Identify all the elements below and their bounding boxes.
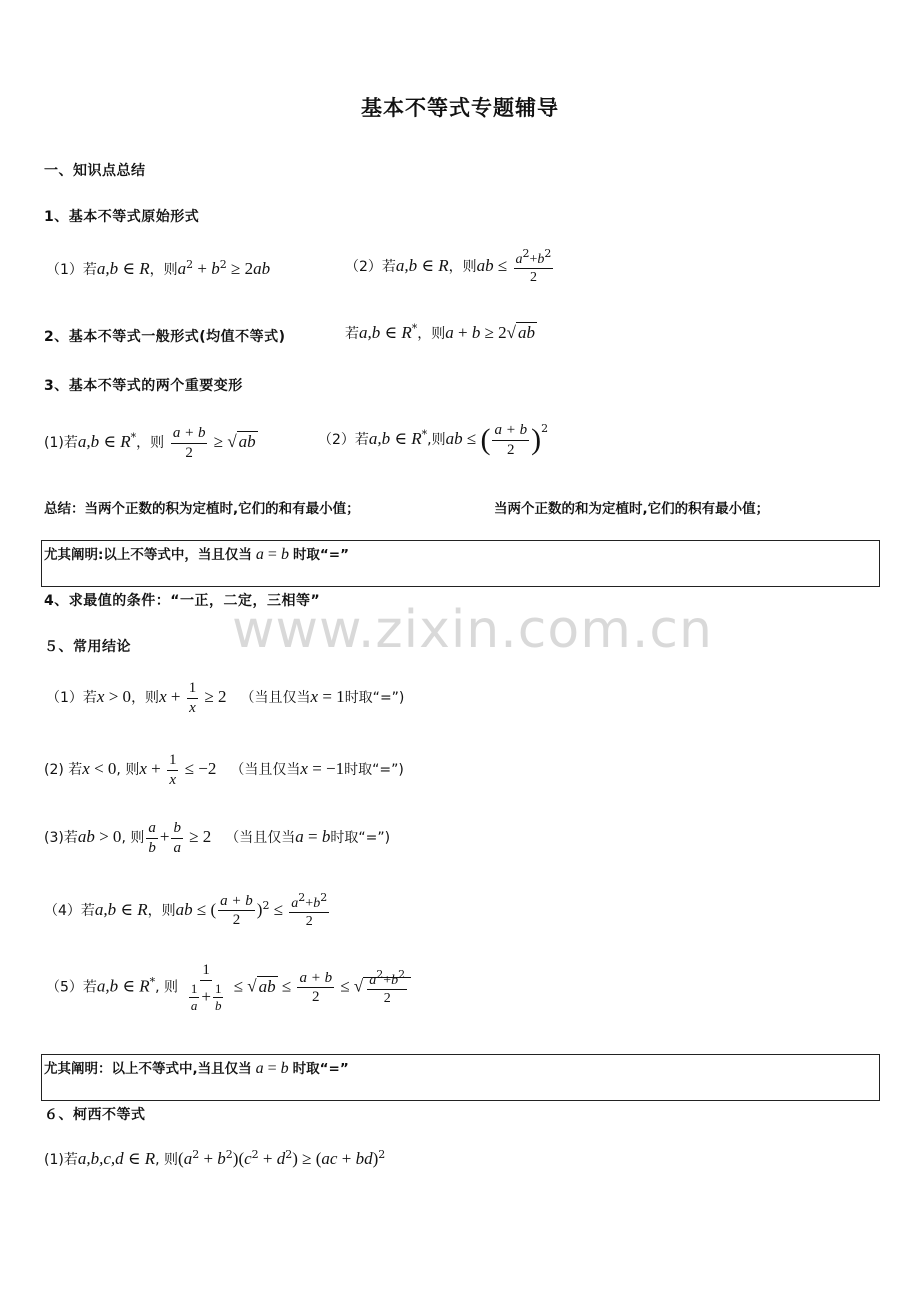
fraction: $\frac{a^2+b^2}{2}$ bbox=[515, 247, 552, 286]
label: (3)若 bbox=[44, 830, 78, 846]
formula-1-2: （2）若a,b ∈ R，则ab ≤ $\frac{a^2+b^2}{2}$ bbox=[345, 247, 552, 286]
note-tail: 时取“=” bbox=[292, 1061, 349, 1077]
fraction: $\frac{1}{x}$ bbox=[188, 680, 197, 716]
label: （5）若 bbox=[46, 979, 97, 996]
section-overview: 一、知识点总结 bbox=[44, 163, 146, 179]
section-1: 1、基本不等式原始形式 bbox=[44, 209, 200, 225]
fraction: $\frac{b}{a}$ bbox=[173, 820, 181, 856]
formula-5-4: （4）若a,b ∈ R，则ab ≤ ( $\frac{a + b}{2}$ )$^2$ ≤ $\frac{a^2+b^2}{2}$ bbox=[44, 891, 328, 930]
section-5: ５、常用结论 bbox=[44, 639, 131, 655]
note-1: 尤其阐明:以上不等式中，当且仅当 a = b 时取“=” bbox=[44, 546, 349, 563]
label: (1)若 bbox=[44, 435, 78, 451]
summary-left: 总结：当两个正数的积为定植时,它们的和有最小值； bbox=[44, 501, 360, 517]
formula-5-2: (2) 若x < 0, 则x + $\frac{1}{x}$ ≤ −2 （当且仅当x = −1时取“=”) bbox=[44, 752, 404, 788]
fraction: $\frac{a^2+b^2}{2}$ bbox=[291, 891, 328, 930]
formula-2: 若a,b ∈ R*，则a + b ≥ 2√ ab bbox=[345, 322, 535, 342]
note-text: 尤其阐明:以上不等式中，当且仅当 bbox=[44, 547, 252, 563]
page-title: 基本不等式专题辅导 bbox=[361, 95, 559, 120]
fraction: $\frac{a + b}{2}$ bbox=[172, 425, 206, 461]
fraction: $\frac{a}{b}$ bbox=[148, 820, 156, 856]
note-text: 尤其阐明：以上不等式中,当且仅当 bbox=[44, 1061, 252, 1077]
note-tail: 时取“=” bbox=[292, 547, 349, 563]
label-then: ，则 bbox=[448, 258, 477, 275]
fraction: $\frac{a^2+b^2}{2}$ bbox=[369, 967, 406, 1007]
label: （2）若 bbox=[318, 432, 369, 448]
formula-5-1: （1）若x > 0，则x + $\frac{1}{x}$ ≥ 2 （当且仅当x = 1时取“=”) bbox=[46, 680, 405, 716]
formula-5-5: （5）若a,b ∈ R*, 则 1 $\frac{1}{a}$ + $\frac{1}{b}$ ≤ √ ab ≤ $\frac{a + b}{2}$ ≤ √ $\frac{a^2+b^2}{2}$ bbox=[46, 962, 411, 1013]
section-6: ６、柯西不等式 bbox=[44, 1107, 146, 1123]
section-3: 3、基本不等式的两个重要变形 bbox=[44, 378, 243, 394]
summary-right: 当两个正数的和为定植时,它们的积有最小值； bbox=[494, 501, 770, 517]
label: （4）若 bbox=[44, 902, 95, 919]
fraction: $\frac{1}{x}$ bbox=[168, 752, 177, 788]
label: (1)若 bbox=[44, 1152, 78, 1168]
section-2: 2、基本不等式一般形式(均值不等式) bbox=[44, 329, 286, 345]
fraction: 1 $\frac{1}{a}$ + $\frac{1}{b}$ bbox=[190, 962, 222, 1013]
label: （1）若 bbox=[46, 262, 97, 278]
section-4: 4、求最值的条件：“一正，二定，三相等” bbox=[44, 593, 321, 609]
note-2: 尤其阐明：以上不等式中,当且仅当 a = b 时取“=” bbox=[44, 1060, 349, 1077]
formula-3-2: （2）若a,b ∈ R*,则ab ≤ ( $\frac{a + b}{2}$ )$^2$ bbox=[318, 422, 549, 458]
formula-5-3: (3)若ab > 0, 则 $\frac{a}{b}$ + $\frac{b}{a}$ ≥ 2 （当且仅当a = b时取“=”) bbox=[44, 820, 391, 856]
fraction: $\frac{a + b}{2}$ bbox=[220, 892, 253, 929]
fraction: $\frac{a + b}{2}$ bbox=[299, 969, 333, 1006]
label-then: ，则 bbox=[149, 262, 178, 278]
watermark: www.zixin.com.cn bbox=[232, 600, 713, 660]
label: （1）若 bbox=[46, 690, 97, 706]
formula-6-1: (1)若a,b,c,d ∈ R, 则$(a^2 + b^2)(c^2 + d^2) \ge (ac + bd)^2$ bbox=[44, 1148, 386, 1168]
label: （2）若 bbox=[345, 258, 396, 275]
formula-1-1: （1）若a,b ∈ R，则$a^2 + b^2 \ge 2ab$ bbox=[46, 258, 271, 278]
formula-3-1: (1)若a,b ∈ R*，则 $\frac{a + b}{2}$ ≥ √ ab bbox=[44, 425, 256, 461]
fraction: $\frac{a + b}{2}$ bbox=[494, 422, 528, 458]
